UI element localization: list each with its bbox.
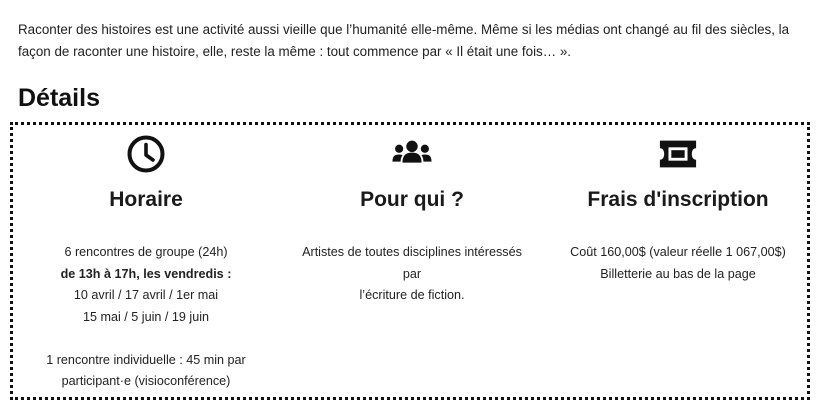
schedule-line: 6 rencontres de groupe (24h)	[64, 245, 228, 259]
schedule-line: participant·e (visioconférence)	[61, 374, 231, 388]
fees-text	[559, 242, 797, 285]
details-box	[10, 122, 810, 400]
schedule-dates: 15 mai / 5 juin / 19 juin	[82, 309, 209, 324]
schedule-dates: 10 avril / 17 avril / 1er mai	[73, 288, 219, 302]
audience-text	[293, 242, 531, 307]
section-title: Détails	[18, 84, 100, 112]
ticket-icon	[658, 134, 698, 174]
schedule-time: de 13h à 17h, les vendredis :	[60, 266, 232, 281]
people-group-icon	[392, 134, 432, 174]
audience-line: l’écriture de fiction.	[359, 288, 465, 302]
schedule-line: 1 rencontre individuelle : 45 min par	[46, 352, 246, 367]
fees-title: Frais d'inscription	[587, 188, 769, 211]
schedule-title: Horaire	[109, 188, 183, 211]
audience-line: Artistes de toutes disciplines intéressés par	[302, 245, 522, 281]
audience-title: Pour qui ?	[360, 188, 464, 211]
schedule-text	[27, 242, 265, 393]
fees-line: Coût 160,00$ (valeur réelle 1 067,00$)	[570, 245, 786, 259]
intro-paragraph: Raconter des histoires est une activité aussi vieille que l’humanité elle-même. Même si les médias ont changé au fil des siècles, la façon de raconter une histoire, elle, reste la même : tout commence par « Il était une fois… ».	[18, 22, 790, 60]
fees-line: Billetterie au bas de la page	[600, 266, 756, 281]
clock-icon	[126, 134, 166, 174]
